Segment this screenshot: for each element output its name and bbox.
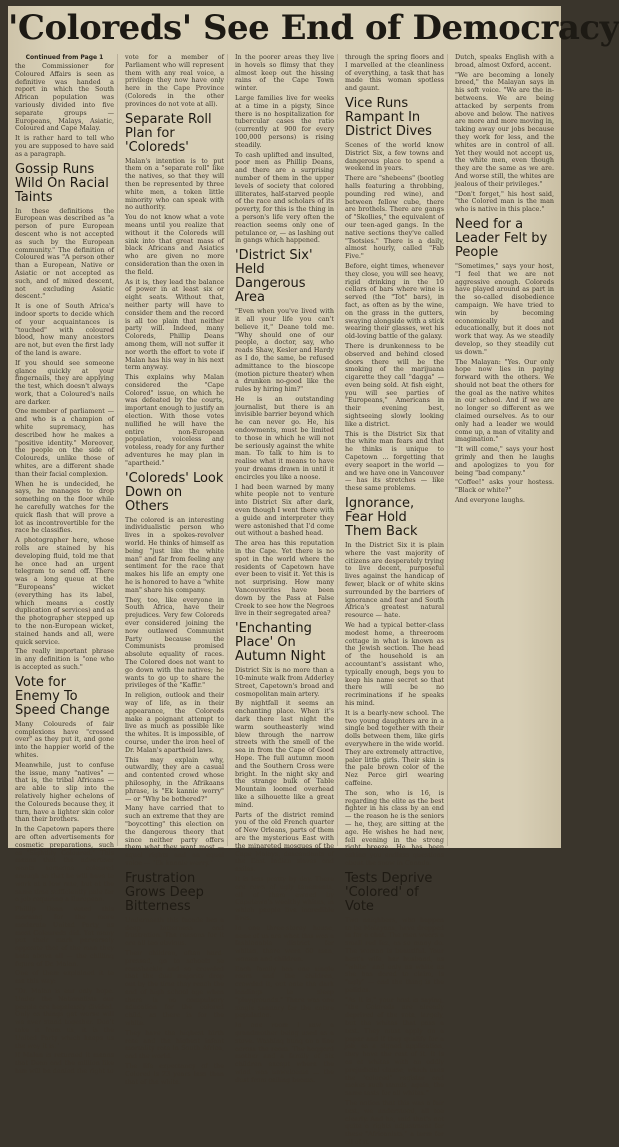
- article-paragraph: Parts of the district remind you of the old French quarter of New Orleans, parts of them are the mysterious East with the minareted mosques of the Cape Malays, descendants of the East Indian slaves and exiles.: [235, 810, 334, 874]
- article-paragraph: We had a typical better-class modest home, a threeroom cottage in what is known as the Jewish section. The head of the household is an accountant's assistant who, typically enough, begs you to keep his name secret so that there will be no recriminations if he speaks his mind.: [345, 621, 444, 707]
- article-paragraph: Their children, often hard-pressed, go to schools so ramshackle and so crowded that the dual majority drop out by the time they reach the end of high school age when there is no compulsory education for the colored child, as there is for the white.: [125, 948, 224, 1028]
- article-paragraph: This may explain why, outwardly, they are a casual and contented crowd whose philosophy, in the Afrikaans phrase, is "Ek kannie worry" — or "Why be bothered?": [125, 755, 224, 803]
- section-heading: 'Enchanting Place' On Autumn Night: [235, 621, 326, 665]
- article-paragraph: As it is, they lead the balance of power in at least six or eight seats. Without that, neither party will have to consider them and the record is all too plain that neither party will. Indeed, many Coloreds, Phillip Deans among them, will not suffer it nor worth the effort to vote if Malan has his way in his next term anyway.: [125, 277, 224, 372]
- section-heading: Vice Runs Rampant In District Dives: [345, 95, 432, 139]
- article-paragraph: The life expectancy of the Colored is 23 years less than that of the white.: [125, 1062, 224, 1086]
- article-paragraph: I had been warned by many white people not to venture into District Six after dark, even though I went there with a guide and interpreter they were astonished that I'd come out without a bashed head.: [235, 482, 334, 538]
- article-paragraph: One member of parliament — and who is a champion of white supremacy, has described how he makes a "positive identity." Moreover, the people on the side of Coloureds, unlike those of whites, are a different shade than their facial complexion.: [15, 407, 114, 478]
- column-1: [12, 54, 118, 1076]
- article-paragraph: Before, eight times, whenever they close, you will see heavy, rigid drinking in the 10 cellars of bars where wine is served (the "Tot" bars), in fact, as often as by the wine, on the grass in the gutters, swaying alongside with a stick wearing their glasses, wet his old-loving battle of the galaxy.: [345, 261, 445, 341]
- article-paragraph: Scenes of the world know District Six, a few towns and dangerous place to spend a weekend in years.: [345, 140, 444, 173]
- article-paragraph: By nightfall it seems an enchanting place. When it's dark there last night the warm southeasterly wind blew through the narrow streets with the smell of the sea in from the Cape of Good Hope. The full autumn moon and the Southern Cross were bright. In the night sky and the strange bulk of Table Mountain loomed overhead like a silhouette like a great mind.: [235, 699, 334, 809]
- article-paragraph: To cash uplifted and insulted, poor men as Phillip Deans, and there are a surprising number of them in the upper levels of society that colored illiterates, half-starved people of the race and scholars of its poverty, for this is the thing in a person's life very often the reaction seems only one of petulance or, — as lashing out in gangs which happened.: [235, 150, 334, 245]
- article-paragraph: vote for a member of Parliament who will represent them with any real voice, a privilege they now have only here in the Cape Province (Coloreds in the other provinces do not vote at all).: [125, 53, 224, 108]
- section-heading: Ignorance, Fear Hold Them Back: [345, 496, 418, 540]
- article-paragraph: the Commissioner for Coloured Affairs is seen as definitive was handed a report in which the South African population was variously divided into five separate groups — Europeans, Malays, Asiatic, Coloured and Cape Malay.: [15, 62, 114, 133]
- article-paragraph: Malan's intention is to put them on a "separate roll" like the natives, so that they will then be represented by three white men, a token little minority who can speak with no authority.: [125, 156, 224, 212]
- column-3: [232, 53, 338, 1084]
- article-paragraph: It is a bearly-new school. The two young daughters are in a single bed together with their dolls between them, like girls everywhere in the wide world. They are extremely attractive, paler little girls. Their skin is the pale brown color of the Nez Perce girl wearing caffeine.: [345, 708, 444, 787]
- article-paragraph: Dutch, speaks English with a broad, almost Oxford, accent.: [455, 53, 554, 69]
- article-paragraph: There is drunkenness to be observed and behind closed doors there will be the smoking of the marijuana cigarette they call "dagga" — even being sold. At fish eight, you will see parties of "Europeans," Americans in their evening best, sightseeing slowly looking like a district.: [345, 341, 444, 428]
- article-paragraph: In the Capetown papers there are often advertisements for cosmetic preparations, such as "Sightlily Coloured." This means that the advertiser wants someone coloured enough so that he will have to work at a low rate, but at the same time sufficiently pale for a job requiring a European.: [15, 825, 114, 904]
- article-paragraph: Many Coloureds of fair complexions have "crossed over" as they put it, and gone into the happier world of the whites.: [15, 719, 114, 759]
- section-heading: Gossip Runs Wild On Racial Taints: [15, 161, 109, 205]
- article-paragraph: District Six is no more than a 10-minute walk from Adderley Street, Capetown's broad and cosmopolitan main artery.: [235, 666, 334, 698]
- article-paragraph: In the District Six it is plain where the vast majority of citizens are desperately trying to live decent, purposeful lives against the handicap of fewer, black or of white skins surrounded by the barriers of ignorance and fear and South Africa's greatest natural resource — hate.: [345, 541, 444, 620]
- article-paragraph: Meanwhile, just to confuse the issue, many "natives" — that is, the tribal Africans — are able to slip into the relatively higher echelons of the Coloureds because they, it turn, have a lighter skin color than their brothers.: [15, 760, 114, 824]
- article-paragraph: The son, who is 16, is regarding the elite as the best fighter in his class by an end — the reason he is the seniors — he, they, are sitting at the age. He wishes he had new, fell evening in the strong right breeze. He has been asking you endless questions about the snow in Canada.: [345, 788, 444, 867]
- article-paragraph: They have the highest birth rate and the highest infant mortality rate in South Africa, and the world.: [125, 1028, 224, 1061]
- article-paragraph: "We are becoming a lonely breed," the Malayan says in his soft voice. "We are the in-betweens. We are being attacked by serpents from above and below. The natives are more and more moving in, taking away our jobs because they work for less, and the whites are in control of all. Yet they would not accept us, the white men, even though they are the same as we are. And worse still, the whites are jealous of their privileges.": [455, 70, 554, 188]
- section-heading: Tests Deprive 'Colored' of Vote: [345, 870, 433, 914]
- section-heading: 'District Six' Held Dangerous Area: [235, 248, 313, 306]
- article-paragraph: They, too, like everyone in South Africa, have their prejudices. Very few Coloreds ever considered joining the now outlawed Communist Party because the Communists promised absolute equality of races. The Colored does not want to go down with the natives; he wants to go up to share the privileges of the "Kaffir.": [125, 595, 224, 690]
- article-paragraph: "Coffee!" asks your hostess. "Black or white?": [455, 478, 554, 495]
- article-paragraph: You do not know what a vote means until you realize that without it the Coloreds will sink into that great mass of black Africans and Asiatics who are given no more consideration than the oxen in the field.: [125, 213, 224, 276]
- article-paragraph: It is rather hard to tell who you are supposed to have said as a paragraph.: [15, 134, 114, 158]
- newspaper-page: [8, 6, 619, 1147]
- article-paragraph: "As it is," your host is saying, "the Coloreds are already deprived of the vote, largely, but the whites that pass a test. They must apply on a paper and if they qualify for a job, as a signed application, they have the rest of it. It is as at whites with an oddly prejudicial clause, which uses the "colored" register and makes such stands, again, the same tests for all whites.": [345, 995, 444, 1098]
- article-columns: [12, 53, 557, 1147]
- article-paragraph: A photographer here, whose rolls are stained by his developing fluid, told me that he once had an urgent telegram to send off. There was a long queue at the "Europeans" wicket (everything has its label, which means a costly duplication of services) and as the photographer stepped up to the non-European wicket, stained hands and all, were quick service.: [15, 536, 114, 646]
- article-paragraph: Underneath this facade lies a deep bitterness and frustration. The reasons for it are all too obvious.: [125, 915, 224, 948]
- article-paragraph: Large families live for weeks at a time in a pigsty, Since there is no hospitalization for tubercular cases the ratio (currently at 900 for every 100,000 persons) is rising steadily.: [235, 93, 334, 149]
- section-heading: Frustration Grows Deep Bitterness: [125, 870, 204, 914]
- article-paragraph: He is an outstanding journalist, but there is an invisible barrier beyond which he can never go. He, his endowments, must be limited to those in which he will not be seriously against the white man. To talk to him is to realise what it means to have your dreams drawn in until it encircles you like a noose.: [235, 394, 334, 481]
- article-paragraph: If Malan is returned it means that Dean and the million like him will be denied the right to: [15, 1051, 114, 1076]
- article-paragraph: The area has this reputation in the Cape. Yet there is no spot in the world where the residents of Capetown have ever been to visit it. Yet this is not surprising. How many Vancouverites have been down by the Pass at False Creek to see how the Negroes live in their segregated area?: [235, 539, 334, 618]
- section-heading: Vote for Enemy To Speed Change: [15, 674, 110, 718]
- section-heading: 'Coloreds' Look Down on Others: [125, 470, 224, 514]
- article-paragraph: This explains why Malan considered the "Cape Colored" issue, on which he was defeated by the courts, important enough to justify an election. With those votes nullified he will have the entire non-European population, voiceless and voteless, ready for any further adventures he may plan in "apartheid.": [125, 373, 224, 467]
- article-paragraph: "Dr. Malan is our only hope. Under the Nationalists our people are hopelessly divided. Only as things get worse will we ever stand together. Don't take it from us, it is the United Party which keeps us the way it is.": [15, 987, 114, 1050]
- article-paragraph: The really important phrase in any definition is "one who is accepted as such.": [15, 647, 114, 671]
- article-paragraph: This is the District Six that the white man fears and that he thinks is unique to Capetown ... forgetting that every seaport in the world — and we have one in Vancouver — has its stretches — like these same problems.: [345, 429, 444, 493]
- article-paragraph: The Malayan: "Yes. Our only hope now lies in paying forward with the others. We should not beat the others for the goal as the native whites in our school. And if we are no longer so different as we claimed ourselves. As to our only had a leader we would come up, a man of vitality and imagination.": [455, 357, 554, 444]
- article-paragraph: The colored is an interesting individualistic person who lives in a spokes-revolver world. He thinks of himself as being "just like the white man" and far from feeling any sentiment for the race that makes his life an empty one he is honored to have a "white man" share his company.: [125, 515, 224, 594]
- article-paragraph: There are "shebeens" (bootleg halls featuring a throbbing, pounding red wine), and between fellow cube, there are brothels. There are gangs of "Skollies," the equivalent of our teen-aged gangs. In the native sections they've called "Tsotsies." There is a daily, almost hourly, called "Fab Five.": [345, 174, 444, 261]
- article-paragraph: The notion that this was a fair test, we understood, all too clearly. And he, said that's not quite a rights adjustment for these "Africanists," a term for all of it.: [345, 1099, 444, 1147]
- article-paragraph: In these definitions the European was described as "a person of pure European descent who is not accepted as such by the European community." The definition of Coloured was "A person other than a European, Native or Asiatic or not accepted as such, and of mixed descent, not excluding Asiatic descent.": [15, 206, 114, 301]
- article-paragraph: In one room I saw a grandmother being used as a stove. Washing hung on a line across the room. The haggard mother and a family of six children except where the wind was unwelcome ... the dust from ceiling beams.: [235, 1021, 334, 1084]
- column-4: [342, 53, 448, 1147]
- article-paragraph: Two neighbors, who happen to be Malayans, have dropped in for a chat. The men wears a small red fez, as so many do. The woman is beautiful. Your host's wife, her husband, as "white" and only as white as she has dared to claim, is "ugly" — and the thing is the politics.: [345, 915, 444, 994]
- column-5: [452, 54, 557, 846]
- section-heading: Need for a Leader Felt by People: [455, 216, 548, 260]
- article-paragraph: Phillip Dean voted this morning for the more moderate United Party, as most Coloureds did. Yet many put their mark perversely opposite that of the man they hate above all — the chilling figure of Dr. Malan.: [15, 905, 114, 968]
- article-paragraph: It is one of South Africa's indoor sports to decide which of your acquaintances is "touched" with coloured blood, how many ancestors are not, but even the first lady of the land is aware.: [15, 302, 114, 357]
- article-paragraph: Many have carried that to such an extreme that they are "boycotting" this election on the dangerous theory that since neither party offers them what they want most — equal rights and an equal voice — "Ek kannie worry.": [125, 804, 224, 867]
- article-paragraph: In one three-storey house, none of us are what this was a fashionable district for whites, there were 60 men, women and children.: [235, 923, 334, 963]
- article-paragraph: In the poorer areas they live in hovels so flimsy that they almost keep out the hissing rains of the Cape Town winter.: [235, 53, 334, 93]
- section-heading: Separate Roll Plan for 'Coloreds': [125, 111, 212, 155]
- article-paragraph: When he is undecided, he says, he manages to drop something on the floor while he carefully watches for the quick flash that will prove a lot as incontrovertible for the race he classifies.: [15, 479, 114, 535]
- article-paragraph: "Sometimes," says your host, "I feel that we are not aggressive enough. Coloreds have played around as part in the so-called disobedience campaign. We have tried to win by becoming economically and educationally, but it does not work that way. As we steadily develop, so they steadily cut us down.": [455, 261, 554, 356]
- article-paragraph: "Even when you've lived with it all your life you can't believe it," Deane told me. "Why should one of our people, a doctor, say, who reads Shaw, Kesler and Hardy as I do, the same, be refused admittance to the bioscope (motion picture theater) when a drunken no-good like the rules by hiring him?": [235, 307, 334, 394]
- article-paragraph: "It will come," says your host grimly and then he laughs and apologizes to you for being "bad company.": [455, 445, 554, 477]
- column-2: [122, 53, 228, 1086]
- article-paragraph: It is less pretty by day. There are rows of ugly tenements, all of them owned by Capetown's wealthy whites, in which people live incredible lives.: [235, 874, 334, 922]
- continued-note: Continued from Page 1: [25, 54, 104, 61]
- article-paragraph: One of them explained it to me this way:: [15, 969, 114, 986]
- article-paragraph: "Don't forget," his host said, "the Colored man is the man who is native in this place.": [455, 189, 554, 214]
- headline: 'Coloreds' See End of Democracy: [8, 8, 619, 48]
- article-paragraph: If you should see someone glance quickly at your fingernails, they are applying the test, which doesn't always work, that a Coloured's nails are darker.: [15, 358, 114, 406]
- article-paragraph: And everyone laughs.: [455, 496, 525, 505]
- article-paragraph: In religion, outlook and their way of life, as in their appearance, the Coloreds make a poignant attempt to live as much as possible like the whites. It is impossible, of course, under the iron heel of Dr. Malan's apartheid laws.: [125, 691, 224, 754]
- article-paragraph: through the spring floors and I marvelled at the cleanliness of everything, a task that has made this woman spotless and gaunt.: [345, 53, 444, 93]
- article-paragraph: Each family has one single room and the children, crowded it, out onto the dark landings to sleep "playgrounds." There was one single sanitary for the entire population.: [235, 964, 334, 1020]
